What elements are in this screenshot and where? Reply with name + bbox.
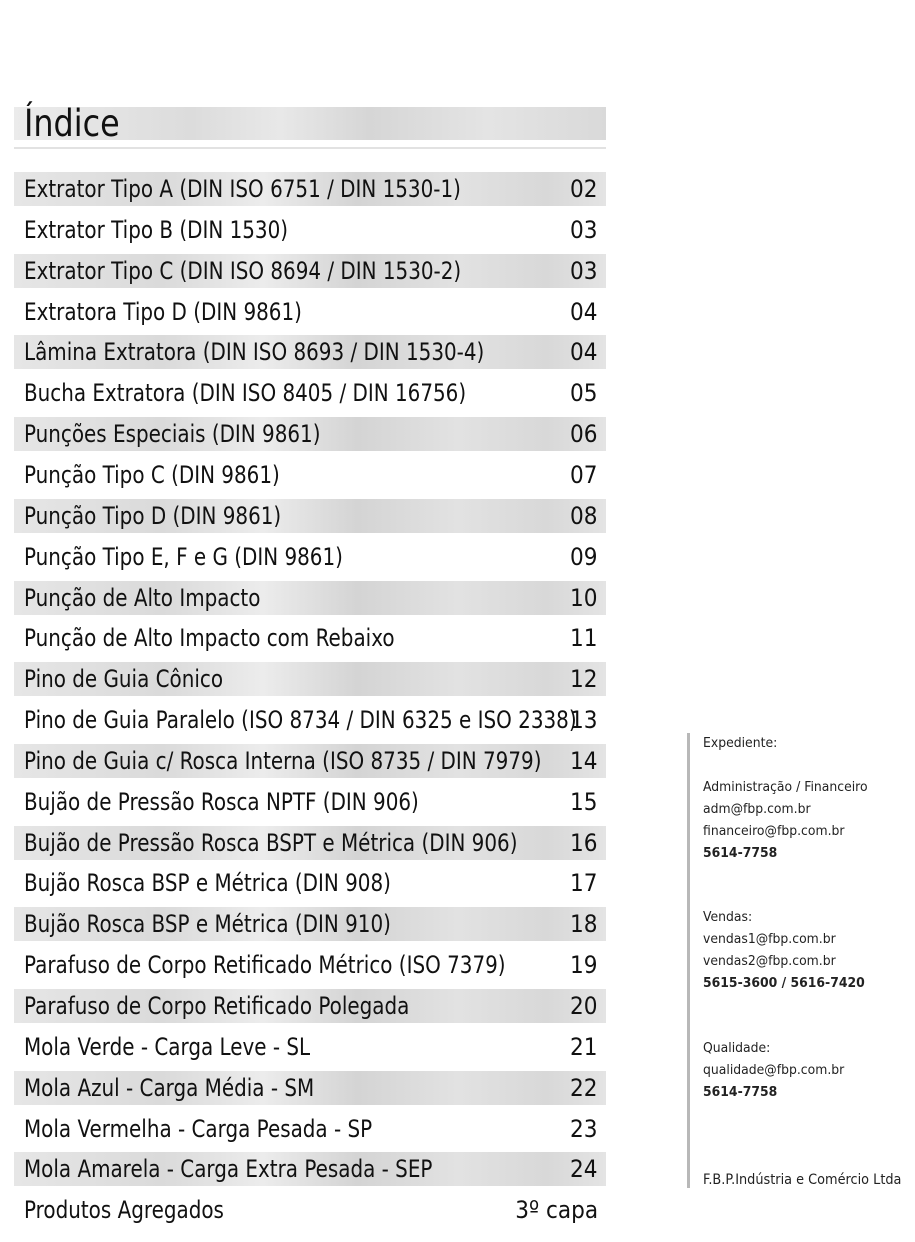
toc-row[interactable] xyxy=(14,376,606,410)
toc-item-page: 11 xyxy=(570,624,598,653)
toc-item-label: Pino de Guia Paralelo (ISO 8734 / DIN 6325 e ISO 2338) xyxy=(24,706,577,735)
admin-title: Administração / Financeiro xyxy=(703,779,868,795)
admin-email[interactable]: adm@fbp.com.br xyxy=(703,801,811,817)
toc-item-page: 07 xyxy=(570,460,598,489)
toc-row[interactable] xyxy=(14,1152,606,1186)
expediente-heading: Expediente: xyxy=(703,735,778,751)
vendas1-email[interactable]: vendas1@fbp.com.br xyxy=(703,931,836,947)
company-name: F.B.P.Indústria e Comércio Ltda xyxy=(703,1172,902,1188)
vendas2-email[interactable]: vendas2@fbp.com.br xyxy=(703,953,836,969)
toc-item-page: 04 xyxy=(570,338,598,367)
toc-item-page: 14 xyxy=(570,746,598,775)
toc-item-label: Punção Tipo E, F e G (DIN 9861) xyxy=(24,542,343,571)
toc-item-label: Mola Verde - Carga Leve - SL xyxy=(24,1032,311,1061)
toc-item-page: 03 xyxy=(570,215,598,244)
toc-item-page: 3º capa xyxy=(515,1196,598,1225)
toc-item-page: 13 xyxy=(570,706,598,735)
toc-item-label: Punção de Alto Impacto xyxy=(24,583,261,612)
toc-item-page: 08 xyxy=(570,501,598,530)
toc-item-page: 04 xyxy=(570,297,598,326)
toc-item-page: 12 xyxy=(570,665,598,694)
toc-item-label: Parafuso de Corpo Retificado Polegada xyxy=(24,992,410,1020)
toc-item-label: Extrator Tipo C (DIN ISO 8694 / DIN 1530-2) xyxy=(24,256,462,285)
toc-row[interactable] xyxy=(14,785,606,819)
expediente-block xyxy=(703,732,868,864)
toc-item-page: 24 xyxy=(570,1155,598,1184)
toc-item-page: 05 xyxy=(570,379,598,408)
toc-row[interactable] xyxy=(14,1071,606,1105)
toc-row[interactable] xyxy=(14,907,606,941)
toc-item-page: 16 xyxy=(570,828,598,857)
toc-item-label: Mola Amarela - Carga Extra Pesada - SEP xyxy=(24,1155,433,1184)
toc-item-label: Bujão de Pressão Rosca NPTF (DIN 906) xyxy=(24,787,419,816)
toc-item-label: Punção de Alto Impacto com Rebaixo xyxy=(24,624,395,653)
toc-item-page: 18 xyxy=(570,910,598,939)
toc-item-label: Extrator Tipo B (DIN 1530) xyxy=(24,215,289,244)
toc-item-page: 20 xyxy=(570,992,598,1020)
toc-row[interactable] xyxy=(14,662,606,696)
qualidade-title: Qualidade: xyxy=(703,1040,771,1056)
toc-row[interactable] xyxy=(14,1112,606,1146)
admin-phone: 5614-7758 xyxy=(703,845,778,861)
toc-item-page: 15 xyxy=(570,787,598,816)
toc-item-label: Bujão Rosca BSP e Métrica (DIN 908) xyxy=(24,869,391,898)
toc-row[interactable] xyxy=(14,989,606,1023)
toc-item-page: 21 xyxy=(570,1032,598,1061)
toc-row[interactable] xyxy=(14,703,606,737)
toc-item-label: Bujão Rosca BSP e Métrica (DIN 910) xyxy=(24,910,391,939)
toc-item-page: 22 xyxy=(570,1073,598,1102)
toc-item-label: Produtos Agregados xyxy=(24,1196,224,1225)
toc-item-page: 17 xyxy=(570,869,598,898)
toc-row[interactable] xyxy=(14,335,606,369)
sidebar-divider xyxy=(687,733,690,1188)
toc-row[interactable] xyxy=(14,581,606,615)
toc-item-page: 02 xyxy=(570,175,598,203)
toc-item-page: 09 xyxy=(570,542,598,571)
toc-item-label: Bujão de Pressão Rosca BSPT e Métrica (DIN 906) xyxy=(24,828,518,857)
toc-row[interactable] xyxy=(14,172,606,206)
toc-item-label: Lâmina Extratora (DIN ISO 8693 / DIN 1530-4) xyxy=(24,338,485,367)
toc-item-page: 23 xyxy=(570,1114,598,1143)
toc-item-page: 06 xyxy=(570,420,598,449)
toc-row[interactable] xyxy=(14,295,606,329)
toc-item-label: Extrator Tipo A (DIN ISO 6751 / DIN 1530-1) xyxy=(24,175,461,203)
toc-item-label: Pino de Guia c/ Rosca Interna (ISO 8735 / DIN 7979) xyxy=(24,746,542,775)
toc-row[interactable] xyxy=(14,1030,606,1064)
toc-row[interactable] xyxy=(14,213,606,247)
toc-item-label: Mola Azul - Carga Média - SM xyxy=(24,1073,315,1102)
qualidade-email[interactable]: qualidade@fbp.com.br xyxy=(703,1062,845,1078)
toc-item-label: Punção Tipo C (DIN 9861) xyxy=(24,460,280,489)
toc-item-label: Bucha Extratora (DIN ISO 8405 / DIN 16756) xyxy=(24,379,467,408)
vendas-block xyxy=(703,906,865,994)
toc-row[interactable] xyxy=(14,417,606,451)
title-divider xyxy=(14,147,606,149)
toc-item-label: Mola Vermelha - Carga Pesada - SP xyxy=(24,1114,373,1143)
qualidade-block xyxy=(703,1037,844,1103)
toc-item-label: Punções Especiais (DIN 9861) xyxy=(24,420,321,449)
toc-row[interactable] xyxy=(14,499,606,533)
page-title: Índice xyxy=(24,102,120,145)
toc-row[interactable] xyxy=(14,621,606,655)
toc-row[interactable] xyxy=(14,948,606,982)
vendas-phone: 5615-3600 / 5616-7420 xyxy=(703,975,865,991)
toc-item-label: Pino de Guia Cônico xyxy=(24,665,224,694)
toc-item-label: Punção Tipo D (DIN 9861) xyxy=(24,501,282,530)
toc-item-page: 10 xyxy=(570,583,598,612)
toc-item-label: Extratora Tipo D (DIN 9861) xyxy=(24,297,302,326)
toc-item-label: Parafuso de Corpo Retificado Métrico (ISO 7379) xyxy=(24,951,506,980)
toc-row[interactable] xyxy=(14,540,606,574)
toc-item-page: 19 xyxy=(570,951,598,980)
finance-email[interactable]: financeiro@fbp.com.br xyxy=(703,823,845,839)
toc-row[interactable] xyxy=(14,458,606,492)
toc-row[interactable] xyxy=(14,866,606,900)
vendas-title: Vendas: xyxy=(703,909,753,925)
toc-row[interactable] xyxy=(14,1193,606,1227)
toc-item-page: 03 xyxy=(570,256,598,285)
toc-row[interactable] xyxy=(14,254,606,288)
toc-row[interactable] xyxy=(14,744,606,778)
qualidade-phone: 5614-7758 xyxy=(703,1084,778,1100)
toc-row[interactable] xyxy=(14,826,606,860)
